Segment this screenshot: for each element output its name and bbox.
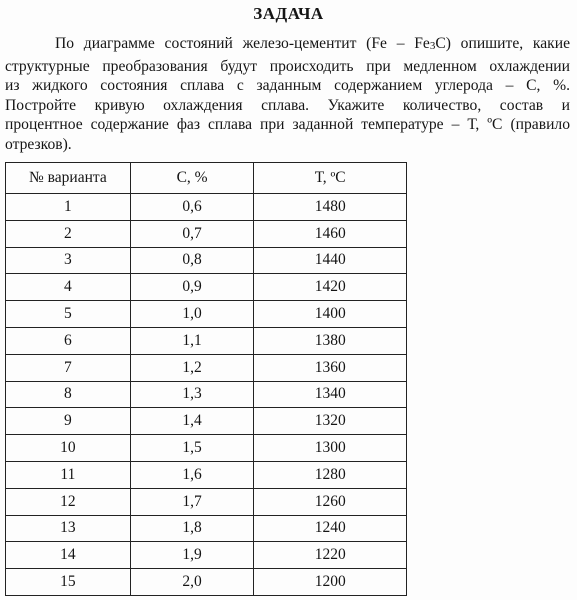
description-line-3: из жидкого состояния сплава с заданным содержанием углерода – С, %. xyxy=(5,77,570,94)
table-row xyxy=(6,381,407,408)
cell-temperature: 1200 xyxy=(254,569,407,596)
cell-carbon: 0,6 xyxy=(130,194,254,221)
table-row xyxy=(6,274,407,301)
cell-variant: 13 xyxy=(6,515,131,542)
variants-table xyxy=(5,162,407,596)
cell-variant: 2 xyxy=(6,220,131,247)
cell-carbon: 1,4 xyxy=(130,408,254,435)
cell-temperature: 1220 xyxy=(254,542,407,569)
table-row xyxy=(6,220,407,247)
cell-carbon: 1,8 xyxy=(130,515,254,542)
task-title: ЗАДАЧА xyxy=(253,4,324,23)
cell-carbon: 1,0 xyxy=(130,301,254,328)
cell-variant: 1 xyxy=(6,194,131,221)
cell-carbon: 1,9 xyxy=(130,542,254,569)
cell-variant: 7 xyxy=(6,354,131,381)
header-temperature: Т, ºС xyxy=(254,163,407,194)
table-row xyxy=(6,194,407,221)
cell-temperature: 1340 xyxy=(254,381,407,408)
table-row xyxy=(6,247,407,274)
cell-variant: 3 xyxy=(6,247,131,274)
cell-variant: 14 xyxy=(6,542,131,569)
cell-carbon: 1,2 xyxy=(130,354,254,381)
table-row xyxy=(6,542,407,569)
cell-temperature: 1380 xyxy=(254,327,407,354)
cell-temperature: 1420 xyxy=(254,274,407,301)
cell-temperature: 1400 xyxy=(254,301,407,328)
cell-variant: 6 xyxy=(6,327,131,354)
table-row xyxy=(6,435,407,462)
description-line-4: Постройте кривую охлаждения сплава. Укажите количество, состав и xyxy=(5,96,570,114)
description-line-1 xyxy=(5,34,570,57)
cell-temperature: 1460 xyxy=(254,220,407,247)
description-line-1-end: C) опишите, какие xyxy=(435,35,571,52)
table-row xyxy=(6,327,407,354)
table-row xyxy=(6,354,407,381)
cell-temperature: 1300 xyxy=(254,435,407,462)
description-line-2: структурные преобразования будут происходить при медленном охлаждении xyxy=(5,57,570,75)
cell-temperature: 1360 xyxy=(254,354,407,381)
table-row xyxy=(6,408,407,435)
cell-carbon: 0,9 xyxy=(130,274,254,301)
cell-carbon: 1,5 xyxy=(130,435,254,462)
header-variant-number: № варианта xyxy=(6,163,131,194)
cell-temperature: 1240 xyxy=(254,515,407,542)
task-description xyxy=(5,34,570,154)
cell-variant: 8 xyxy=(6,381,131,408)
cell-carbon: 1,3 xyxy=(130,381,254,408)
table-row xyxy=(6,488,407,515)
cell-variant: 10 xyxy=(6,435,131,462)
cell-variant: 5 xyxy=(6,301,131,328)
cell-carbon: 0,7 xyxy=(130,220,254,247)
cell-variant: 15 xyxy=(6,569,131,596)
table-body xyxy=(6,194,407,596)
table-row xyxy=(6,301,407,328)
cell-variant: 11 xyxy=(6,461,131,488)
cell-variant: 9 xyxy=(6,408,131,435)
description-line-6: отрезков). xyxy=(5,135,72,153)
header-carbon-percent: С, % xyxy=(130,163,254,194)
table-row xyxy=(6,569,407,596)
formula-subscript: 3 xyxy=(429,40,436,52)
cell-carbon: 0,8 xyxy=(130,247,254,274)
cell-variant: 12 xyxy=(6,488,131,515)
cell-temperature: 1320 xyxy=(254,408,407,435)
table-row xyxy=(6,515,407,542)
cell-variant: 4 xyxy=(6,274,131,301)
table-row xyxy=(6,461,407,488)
cell-temperature: 1480 xyxy=(254,194,407,221)
cell-temperature: 1440 xyxy=(254,247,407,274)
cell-carbon: 1,6 xyxy=(130,461,254,488)
cell-carbon: 1,7 xyxy=(130,488,254,515)
cell-carbon: 2,0 xyxy=(130,569,254,596)
table-header-row xyxy=(6,163,407,194)
cell-temperature: 1260 xyxy=(254,488,407,515)
cell-temperature: 1280 xyxy=(254,461,407,488)
cell-carbon: 1,1 xyxy=(130,327,254,354)
description-line-5: процентное содержание фаз сплава при заданной температуре – Т, ºС (правило xyxy=(5,116,570,133)
description-line-1-start: По диаграмме состояний железо-цементит (Fe – Fe xyxy=(55,35,430,52)
